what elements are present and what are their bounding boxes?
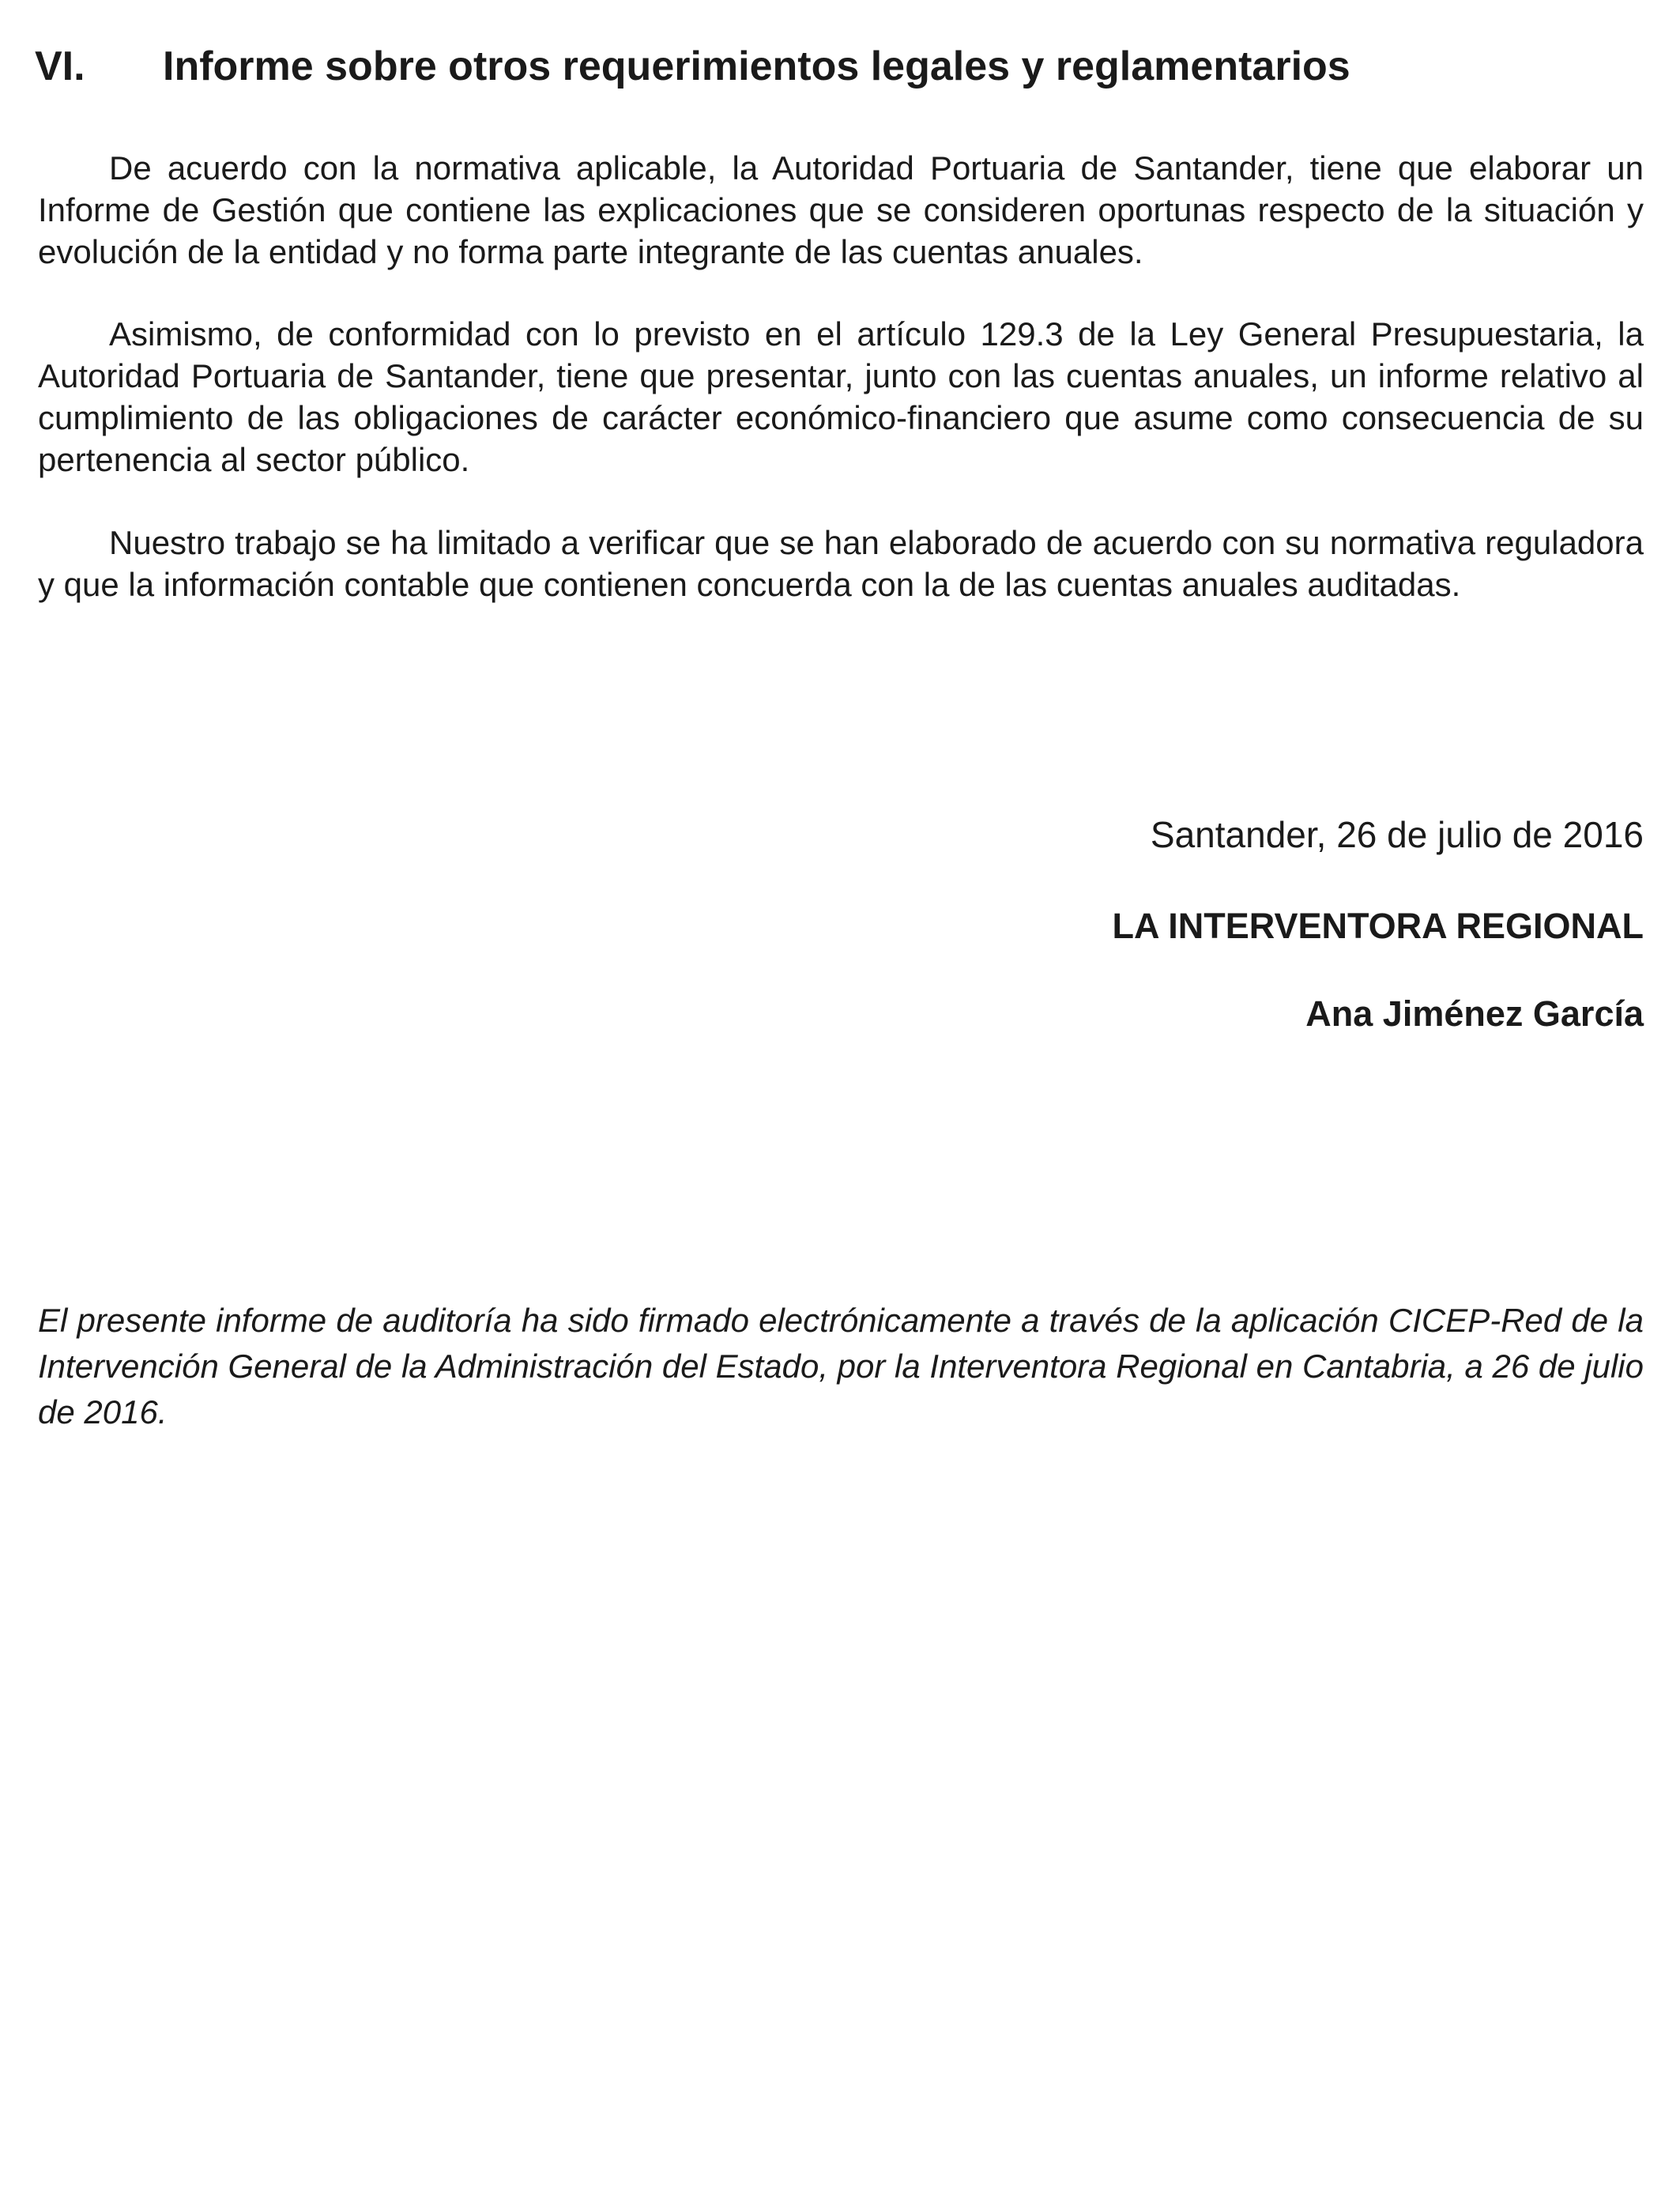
place-and-date: Santander, 26 de julio de 2016 (1150, 814, 1644, 855)
signer-title: LA INTERVENTORA REGIONAL (1112, 906, 1644, 946)
paragraph-alcance-trabajo: Nuestro trabajo se ha limitado a verificar que se han elaborado de acuerdo con su normativa reguladora y que la información contable que contienen concuerda con la de las cuentas anuales auditadas. (38, 524, 1644, 603)
section-heading (35, 41, 1350, 92)
section-title: Informe sobre otros requerimientos legales y reglamentarios (163, 43, 1350, 89)
paragraph-informe-gestion: De acuerdo con la normativa aplicable, la Autoridad Portuaria de Santander, tiene que elaborar un Informe de Gestión que contiene las explicaciones que se consideren oportunas respecto de la situación y evolución de la entidad y no forma parte integrante de las cuentas anuales. (38, 149, 1644, 270)
electronic-signature-note: El presente informe de auditoría ha sido firmado electrónicamente a través de la aplicación CICEP-Red de la Intervención General de la Administración del Estado, por la Interventora Regional en Cantabria, a 26 de julio de 2016. (38, 1302, 1644, 1431)
section-number: VI. (35, 43, 85, 89)
paragraph-ley-presupuestaria: Asimismo, de conformidad con lo previsto en el artículo 129.3 de la Ley General Presupuestaria, la Autoridad Portuaria de Santander, tiene que presentar, junto con las cuentas anuales, un informe relativo al cumplimiento de las obligaciones de carácter económico-financiero que asume como consecuencia de su pertenencia al sector público. (38, 315, 1644, 478)
signer-name: Ana Jiménez García (1305, 993, 1644, 1034)
